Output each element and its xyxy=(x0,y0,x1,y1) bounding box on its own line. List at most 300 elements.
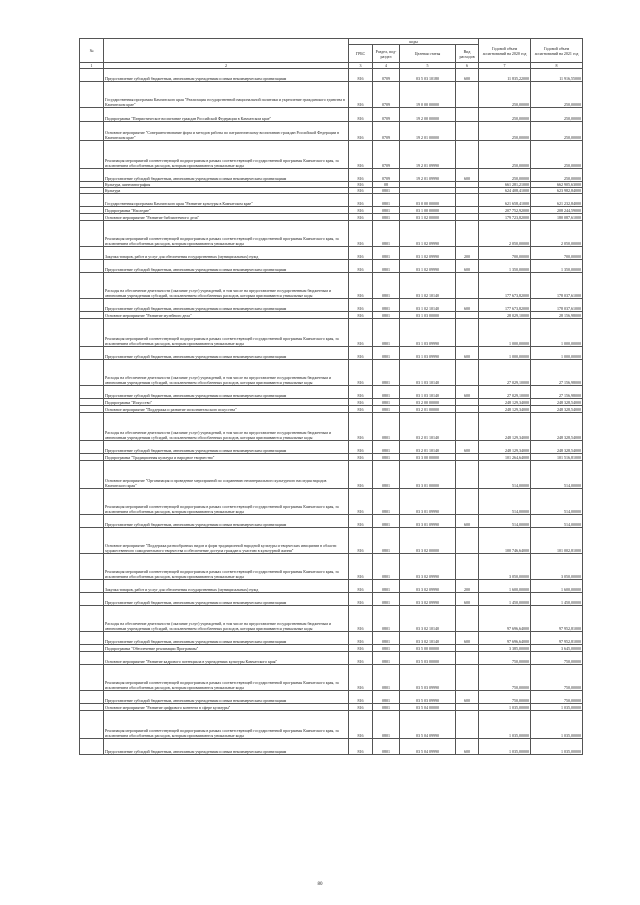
cell-grbs: 816 xyxy=(349,593,373,606)
cell-sum-2020: 1 035,00000 xyxy=(479,704,531,711)
cell-name: Подпрограмма "Искусство" xyxy=(104,399,349,406)
table-row xyxy=(80,386,583,399)
cell-expense-type xyxy=(456,652,479,665)
cell-target-article: 03 5 03 09990 xyxy=(400,691,456,704)
cell-name: Основное мероприятие "Развитие библиотечного дела" xyxy=(104,214,349,221)
cell-num xyxy=(80,299,104,312)
cell-target-article: 03 1 02 09990 xyxy=(400,260,456,273)
cell-num xyxy=(80,593,104,606)
cell-grbs: 816 xyxy=(349,247,373,260)
cell-name: Основное мероприятие "Развитие музейного дела" xyxy=(104,312,349,319)
cell-sum-2021: 178 037,61000 xyxy=(531,273,583,299)
column-index-cell: 5 xyxy=(400,63,456,69)
cell-grbs: 816 xyxy=(349,69,373,82)
cell-sum-2021: 248 328,54000 xyxy=(531,413,583,441)
cell-sum-2021: 178 037,61000 xyxy=(531,299,583,312)
column-index-cell: 3 xyxy=(349,63,373,69)
cell-expense-type: 200 xyxy=(456,580,479,593)
cell-sum-2020: 621 658,41000 xyxy=(479,194,531,207)
cell-target-article: 03 1 02 10140 xyxy=(400,299,456,312)
cell-target-article: 03 1 03 09990 xyxy=(400,347,456,360)
cell-sum-2020: 177 673,82000 xyxy=(479,273,531,299)
cell-target-article: 03 1 03 10140 xyxy=(400,386,456,399)
cell-target-article: 03 3 02 00000 xyxy=(400,528,456,554)
cell-grbs: 816 xyxy=(349,141,373,169)
cell-target-article: 03 5 00 00000 xyxy=(400,645,456,652)
cell-num xyxy=(80,645,104,652)
cell-expense-type xyxy=(456,319,479,347)
cell-target-article: 03 3 02 09990 xyxy=(400,593,456,606)
cell-name: Культура, кинематография xyxy=(104,182,349,188)
cell-grbs: 816 xyxy=(349,580,373,593)
cell-sum-2020: 248 129,34000 xyxy=(479,406,531,413)
cell-expense-type xyxy=(456,214,479,221)
cell-razdel: 0709 xyxy=(373,141,400,169)
cell-num xyxy=(80,214,104,221)
cell-target-article: 19 2 01 09990 xyxy=(400,169,456,182)
cell-sum-2021: 3 645,00000 xyxy=(531,645,583,652)
table-row xyxy=(80,169,583,182)
cell-sum-2020: 101 264,64000 xyxy=(479,454,531,461)
cell-sum-2021: 514,00000 xyxy=(531,461,583,489)
table-row xyxy=(80,489,583,515)
cell-num xyxy=(80,122,104,141)
cell-sum-2021: 27 156,98000 xyxy=(531,360,583,386)
cell-expense-type xyxy=(456,606,479,632)
table-row xyxy=(80,312,583,319)
cell-target-article: 03 2 01 10140 xyxy=(400,441,456,454)
cell-target-article: 19 2 01 00000 xyxy=(400,122,456,141)
cell-razdel: 0801 xyxy=(373,645,400,652)
cell-expense-type: 600 xyxy=(456,299,479,312)
cell-sum-2020: 514,00000 xyxy=(479,515,531,528)
cell-expense-type xyxy=(456,312,479,319)
cell-num xyxy=(80,247,104,260)
cell-razdel: 0801 xyxy=(373,260,400,273)
cell-expense-type xyxy=(456,82,479,108)
cell-razdel: 0801 xyxy=(373,347,400,360)
table-row xyxy=(80,515,583,528)
cell-expense-type xyxy=(456,711,479,739)
cell-target-article: 03 3 00 00000 xyxy=(400,454,456,461)
cell-expense-type: 600 xyxy=(456,260,479,273)
cell-sum-2020: 27 029,10000 xyxy=(479,360,531,386)
cell-expense-type xyxy=(456,645,479,652)
cell-grbs: 816 xyxy=(349,454,373,461)
table-row xyxy=(80,580,583,593)
table-row xyxy=(80,207,583,214)
cell-sum-2021: 250,00000 xyxy=(531,141,583,169)
cell-name: Государственная программа Камчатского края "Развитие культуры в Камчатском крае" xyxy=(104,194,349,207)
table-row xyxy=(80,194,583,207)
cell-grbs: 816 xyxy=(349,739,373,755)
table-row xyxy=(80,632,583,645)
cell-num xyxy=(80,221,104,247)
cell-grbs: 816 xyxy=(349,515,373,528)
cell-target-article: 03 1 03 09990 xyxy=(400,319,456,347)
cell-target-article: 19 0 00 00000 xyxy=(400,82,456,108)
cell-num xyxy=(80,454,104,461)
cell-grbs: 816 xyxy=(349,386,373,399)
column-index-cell: 7 xyxy=(479,63,531,69)
cell-expense-type: 600 xyxy=(456,347,479,360)
cell-num xyxy=(80,386,104,399)
cell-expense-type xyxy=(456,406,479,413)
cell-sum-2021: 248 328,54000 xyxy=(531,406,583,413)
cell-num xyxy=(80,406,104,413)
cell-num xyxy=(80,319,104,347)
cell-num xyxy=(80,489,104,515)
cell-sum-2021: 1 035,00000 xyxy=(531,739,583,755)
cell-grbs: 816 xyxy=(349,632,373,645)
cell-name: Реализация мероприятий соответствующей подпрограммы в рамках соответствующей государственной программы Камчатского края, за исключением обособленных расходов, которым присваиваются уникальные коды xyxy=(104,489,349,515)
cell-sum-2021: 101 002,81000 xyxy=(531,528,583,554)
cell-target-article: 19 2 00 00000 xyxy=(400,108,456,122)
cell-expense-type xyxy=(456,489,479,515)
cell-sum-2020: 661 281,21000 xyxy=(479,182,531,188)
cell-num xyxy=(80,399,104,406)
cell-sum-2020: 2 050,00000 xyxy=(479,221,531,247)
cell-sum-2021: 2 050,00000 xyxy=(531,221,583,247)
cell-name: Предоставление субсидий бюджетным, автономным учреждениям и иным некоммерческим организациям xyxy=(104,386,349,399)
table-row xyxy=(80,606,583,632)
cell-num xyxy=(80,194,104,207)
cell-target-article: 03 1 00 00000 xyxy=(400,207,456,214)
cell-expense-type xyxy=(456,194,479,207)
table-row xyxy=(80,691,583,704)
column-index-cell: 2 xyxy=(104,63,349,69)
cell-grbs: 816 xyxy=(349,665,373,691)
cell-sum-2020: 3 385,00000 xyxy=(479,645,531,652)
cell-name: Предоставление субсидий бюджетным, автономным учреждениям и иным некоммерческим организациям xyxy=(104,593,349,606)
cell-grbs: 816 xyxy=(349,347,373,360)
header-grbs: ГРБС xyxy=(349,45,373,63)
table-row xyxy=(80,441,583,454)
cell-num xyxy=(80,312,104,319)
cell-razdel: 0801 xyxy=(373,606,400,632)
cell-expense-type xyxy=(456,528,479,554)
cell-target-article: 03 3 02 10140 xyxy=(400,632,456,645)
cell-name: Расходы на обеспечение деятельности (оказание услуг) учреждений, в том числе на предоставление государственным бюджетным и автономным учреждениям субсидий, за исключением обособленных расходов, которым присваиваются уникальные коды xyxy=(104,273,349,299)
cell-razdel: 0801 xyxy=(373,711,400,739)
cell-name: Предоставление субсидий бюджетным, автономным учреждениям и иным некоммерческим организациям xyxy=(104,69,349,82)
cell-target-article: 03 1 02 09990 xyxy=(400,247,456,260)
cell-sum-2021: 750,00000 xyxy=(531,665,583,691)
cell-sum-2020: 750,00000 xyxy=(479,652,531,665)
cell-name: Предоставление субсидий бюджетным, автономным учреждениям и иным некоммерческим организациям xyxy=(104,347,349,360)
cell-name: Культура xyxy=(104,188,349,194)
cell-sum-2020: 250,00000 xyxy=(479,169,531,182)
header-expense-type: Вид расходов xyxy=(456,45,479,63)
cell-grbs: 816 xyxy=(349,645,373,652)
cell-razdel: 0709 xyxy=(373,108,400,122)
table-row xyxy=(80,108,583,122)
cell-name: Подпрограмма "Традиционная культура и народное творчество" xyxy=(104,454,349,461)
cell-razdel: 0801 xyxy=(373,299,400,312)
cell-target-article: 03 1 02 10140 xyxy=(400,273,456,299)
cell-razdel: 0801 xyxy=(373,406,400,413)
cell-razdel: 0801 xyxy=(373,386,400,399)
cell-sum-2021: 514,00000 xyxy=(531,515,583,528)
cell-sum-2021: 621 232,84000 xyxy=(531,194,583,207)
cell-razdel: 0801 xyxy=(373,441,400,454)
cell-grbs: 816 xyxy=(349,108,373,122)
cell-num xyxy=(80,441,104,454)
cell-razdel: 0801 xyxy=(373,554,400,580)
table-row xyxy=(80,399,583,406)
cell-name: Реализация мероприятий соответствующей подпрограммы в рамках соответствующей государственной программы Камчатского края, за исключением обособленных расходов, которым присваиваются уникальные коды xyxy=(104,665,349,691)
cell-name: Основное мероприятие "Развитие цифрового контента в сфере культуры" xyxy=(104,704,349,711)
table-header xyxy=(80,39,583,69)
cell-razdel: 0801 xyxy=(373,319,400,347)
table-row xyxy=(80,247,583,260)
table-row xyxy=(80,82,583,108)
cell-grbs: 816 xyxy=(349,441,373,454)
table-row xyxy=(80,711,583,739)
cell-expense-type xyxy=(456,360,479,386)
cell-sum-2020: 100 746,64000 xyxy=(479,528,531,554)
cell-sum-2021: 28 156,98000 xyxy=(531,312,583,319)
cell-num xyxy=(80,141,104,169)
cell-razdel: 0801 xyxy=(373,691,400,704)
header-name xyxy=(104,39,349,63)
cell-name: Расходы на обеспечение деятельности (оказание услуг) учреждений, в том числе на предоставление государственным бюджетным и автономным учреждениям субсидий, за исключением обособленных расходов, которым присваиваются уникальные коды xyxy=(104,606,349,632)
cell-num xyxy=(80,207,104,214)
cell-sum-2021: 101 516,81000 xyxy=(531,454,583,461)
cell-sum-2020: 248 129,34000 xyxy=(479,413,531,441)
cell-expense-type: 200 xyxy=(456,247,479,260)
cell-num xyxy=(80,691,104,704)
cell-expense-type: 600 xyxy=(456,69,479,82)
cell-sum-2021: 250,00000 xyxy=(531,108,583,122)
cell-expense-type xyxy=(456,554,479,580)
cell-expense-type: 600 xyxy=(456,515,479,528)
cell-expense-type xyxy=(456,108,479,122)
cell-sum-2021: 1 000,00000 xyxy=(531,319,583,347)
cell-expense-type: 600 xyxy=(456,691,479,704)
cell-num xyxy=(80,632,104,645)
cell-name: Основное мероприятие "Развитие кадрового потенциала в учреждениях культуры Камчатского края" xyxy=(104,652,349,665)
cell-grbs: 816 xyxy=(349,260,373,273)
cell-name: Реализация мероприятий соответствующей подпрограммы в рамках соответствующей государственной программы Камчатского края, за исключением обособленных расходов, которым присваиваются уникальные коды xyxy=(104,554,349,580)
column-index-cell: 4 xyxy=(373,63,400,69)
cell-target-article: 03 5 04 00000 xyxy=(400,704,456,711)
cell-sum-2021: 250,00000 xyxy=(531,169,583,182)
cell-sum-2020: 27 029,10000 xyxy=(479,386,531,399)
cell-target-article: 03 3 02 09990 xyxy=(400,580,456,593)
cell-sum-2020: 1 450,00000 xyxy=(479,593,531,606)
cell-grbs: 816 xyxy=(349,273,373,299)
cell-num xyxy=(80,528,104,554)
table-row xyxy=(80,739,583,755)
table-row xyxy=(80,122,583,141)
cell-grbs: 816 xyxy=(349,360,373,386)
cell-razdel: 0801 xyxy=(373,632,400,645)
cell-num xyxy=(80,606,104,632)
cell-name: Расходы на обеспечение деятельности (оказание услуг) учреждений, в том числе на предоставление государственным бюджетным и автономным учреждениям субсидий, за исключением обособленных расходов, которым присваиваются уникальные коды xyxy=(104,413,349,441)
table-row xyxy=(80,260,583,273)
cell-razdel: 0801 xyxy=(373,194,400,207)
table-row xyxy=(80,319,583,347)
header-sum-2020: Годовой объем ассигнований на 2020 год xyxy=(479,39,531,63)
cell-sum-2021: 662 905,63000 xyxy=(531,182,583,188)
cell-sum-2020: 1 350,00000 xyxy=(479,260,531,273)
table-row xyxy=(80,645,583,652)
cell-sum-2020: 750,00000 xyxy=(479,691,531,704)
cell-razdel: 0801 xyxy=(373,580,400,593)
cell-sum-2021: 750,00000 xyxy=(531,652,583,665)
budget-table xyxy=(79,38,583,755)
cell-grbs: 816 xyxy=(349,406,373,413)
cell-grbs: 816 xyxy=(349,188,373,194)
cell-num xyxy=(80,704,104,711)
cell-target-article: 03 1 02 09990 xyxy=(400,221,456,247)
page-number: 80 xyxy=(317,882,323,887)
cell-num xyxy=(80,260,104,273)
table-row xyxy=(80,69,583,82)
cell-sum-2020: 248 129,34000 xyxy=(479,399,531,406)
cell-grbs: 816 xyxy=(349,312,373,319)
cell-sum-2020: 1 000,00000 xyxy=(479,347,531,360)
table-row xyxy=(80,652,583,665)
table-row xyxy=(80,593,583,606)
cell-name: Закупка товаров, работ и услуг для обеспечения государственных (муниципальных) нужд xyxy=(104,247,349,260)
cell-name: Подпрограмма "Наследие" xyxy=(104,207,349,214)
cell-expense-type xyxy=(456,207,479,214)
cell-grbs: 816 xyxy=(349,461,373,489)
cell-name: Реализация мероприятий соответствующей подпрограммы в рамках соответствующей государственной программы Камчатского края, за исключением обособленных расходов, которым присваиваются уникальные коды xyxy=(104,711,349,739)
table-row xyxy=(80,704,583,711)
cell-razdel: 0801 xyxy=(373,273,400,299)
cell-sum-2020: 250,00000 xyxy=(479,108,531,122)
cell-sum-2020: 97 696,64000 xyxy=(479,606,531,632)
table-row xyxy=(80,406,583,413)
column-index-cell: 8 xyxy=(531,63,583,69)
cell-name: Подпрограмма "Патриотическое воспитание граждан Российской Федерации в Камчатском крае" xyxy=(104,108,349,122)
table-row xyxy=(80,665,583,691)
cell-target-article: 03 1 03 10140 xyxy=(400,360,456,386)
cell-sum-2020: 250,00000 xyxy=(479,122,531,141)
header-sum-2021: Годовой объем ассигнований на 2021 год xyxy=(531,39,583,63)
cell-razdel: 0801 xyxy=(373,312,400,319)
cell-target-article: 03 1 03 00000 xyxy=(400,312,456,319)
cell-num xyxy=(80,665,104,691)
cell-name: Предоставление субсидий бюджетным, автономным учреждениям и иным некоммерческим организациям xyxy=(104,691,349,704)
cell-name: Основное мероприятие "Поддержка разнообразных видов и форм традиционной народной культуры и творческих инициатив в области художественного самодеятельного творчества и обеспечение доступа граждан к участию в культурной жизни" xyxy=(104,528,349,554)
header-razdel: Раздел, под-раздел xyxy=(373,45,400,63)
cell-sum-2020: 250,00000 xyxy=(479,82,531,108)
cell-grbs: 816 xyxy=(349,319,373,347)
cell-sum-2021: 1 450,00000 xyxy=(531,593,583,606)
table-row xyxy=(80,454,583,461)
cell-grbs: 816 xyxy=(349,169,373,182)
cell-sum-2021: 1 035,00000 xyxy=(531,711,583,739)
cell-sum-2020: 177 673,82000 xyxy=(479,299,531,312)
cell-target-article: 03 0 00 00000 xyxy=(400,194,456,207)
header-num: № xyxy=(80,39,104,63)
column-index-cell: 6 xyxy=(456,63,479,69)
cell-grbs: 816 xyxy=(349,528,373,554)
cell-expense-type xyxy=(456,454,479,461)
cell-sum-2020: 1 000,00000 xyxy=(479,319,531,347)
cell-sum-2020: 28 029,10000 xyxy=(479,312,531,319)
cell-sum-2021: 1 600,00000 xyxy=(531,580,583,593)
cell-sum-2020: 11 835,22000 xyxy=(479,69,531,82)
table-row xyxy=(80,413,583,441)
cell-name: Предоставление субсидий бюджетным, автономным учреждениям и иным некоммерческим организациям xyxy=(104,260,349,273)
table-row xyxy=(80,221,583,247)
table-row xyxy=(80,299,583,312)
cell-razdel: 0801 xyxy=(373,704,400,711)
cell-target-article: 03 5 03 09990 xyxy=(400,665,456,691)
cell-expense-type xyxy=(456,122,479,141)
cell-name: Реализация мероприятий соответствующей подпрограммы в рамках соответствующей государственной программы Камчатского края, за исключением обособленных расходов, которым присваиваются уникальные коды xyxy=(104,319,349,347)
cell-razdel: 0709 xyxy=(373,82,400,108)
cell-sum-2020: 624 408,41000 xyxy=(479,188,531,194)
cell-num xyxy=(80,69,104,82)
cell-razdel: 0801 xyxy=(373,665,400,691)
table-row xyxy=(80,214,583,221)
cell-razdel: 0801 xyxy=(373,360,400,386)
cell-expense-type xyxy=(456,273,479,299)
cell-expense-type: 600 xyxy=(456,169,479,182)
cell-sum-2021: 180 087,61000 xyxy=(531,214,583,221)
cell-sum-2021: 250,00000 xyxy=(531,122,583,141)
cell-razdel: 0801 xyxy=(373,247,400,260)
cell-grbs: 816 xyxy=(349,489,373,515)
cell-expense-type: 600 xyxy=(456,739,479,755)
cell-target-article: 03 5 04 09990 xyxy=(400,711,456,739)
cell-target-article: 03 2 00 00000 xyxy=(400,399,456,406)
cell-expense-type xyxy=(456,399,479,406)
cell-grbs: 816 xyxy=(349,606,373,632)
table-row xyxy=(80,461,583,489)
cell-sum-2020: 207 752,92000 xyxy=(479,207,531,214)
cell-target-article: 03 1 02 00000 xyxy=(400,214,456,221)
cell-razdel: 0801 xyxy=(373,207,400,214)
cell-grbs: 816 xyxy=(349,207,373,214)
table-row xyxy=(80,347,583,360)
cell-grbs: 816 xyxy=(349,214,373,221)
cell-sum-2021: 27 156,98000 xyxy=(531,386,583,399)
cell-sum-2021: 1 350,00000 xyxy=(531,260,583,273)
cell-sum-2021: 514,00000 xyxy=(531,489,583,515)
header-codes-group: коды xyxy=(349,39,479,45)
cell-sum-2020: 3 050,00000 xyxy=(479,554,531,580)
cell-sum-2021: 97 952,81000 xyxy=(531,606,583,632)
cell-name: Подпрограмма "Обеспечение реализации Программы" xyxy=(104,645,349,652)
cell-razdel: 0709 xyxy=(373,169,400,182)
cell-grbs: 816 xyxy=(349,194,373,207)
cell-sum-2021: 750,00000 xyxy=(531,691,583,704)
cell-grbs: 816 xyxy=(349,399,373,406)
cell-sum-2020: 750,00000 xyxy=(479,665,531,691)
cell-sum-2020: 248 129,34000 xyxy=(479,441,531,454)
cell-name: Закупка товаров, работ и услуг для обеспечения государственных (муниципальных) нужд xyxy=(104,580,349,593)
cell-name: Расходы на обеспечение деятельности (оказание услуг) учреждений, в том числе на предоставление государственным бюджетным и автономным учреждениям субсидий, за исключением обособленных расходов, которым присваиваются уникальные коды xyxy=(104,360,349,386)
cell-num xyxy=(80,273,104,299)
cell-sum-2021: 700,00000 xyxy=(531,247,583,260)
cell-sum-2021: 623 982,84000 xyxy=(531,188,583,194)
cell-expense-type: 600 xyxy=(456,593,479,606)
cell-target-article: 03 3 01 09990 xyxy=(400,515,456,528)
cell-sum-2020: 514,00000 xyxy=(479,489,531,515)
cell-sum-2021: 208 244,59000 xyxy=(531,207,583,214)
cell-grbs: 816 xyxy=(349,554,373,580)
column-index-cell: 1 xyxy=(80,63,104,69)
cell-num xyxy=(80,554,104,580)
cell-razdel: 0801 xyxy=(373,652,400,665)
